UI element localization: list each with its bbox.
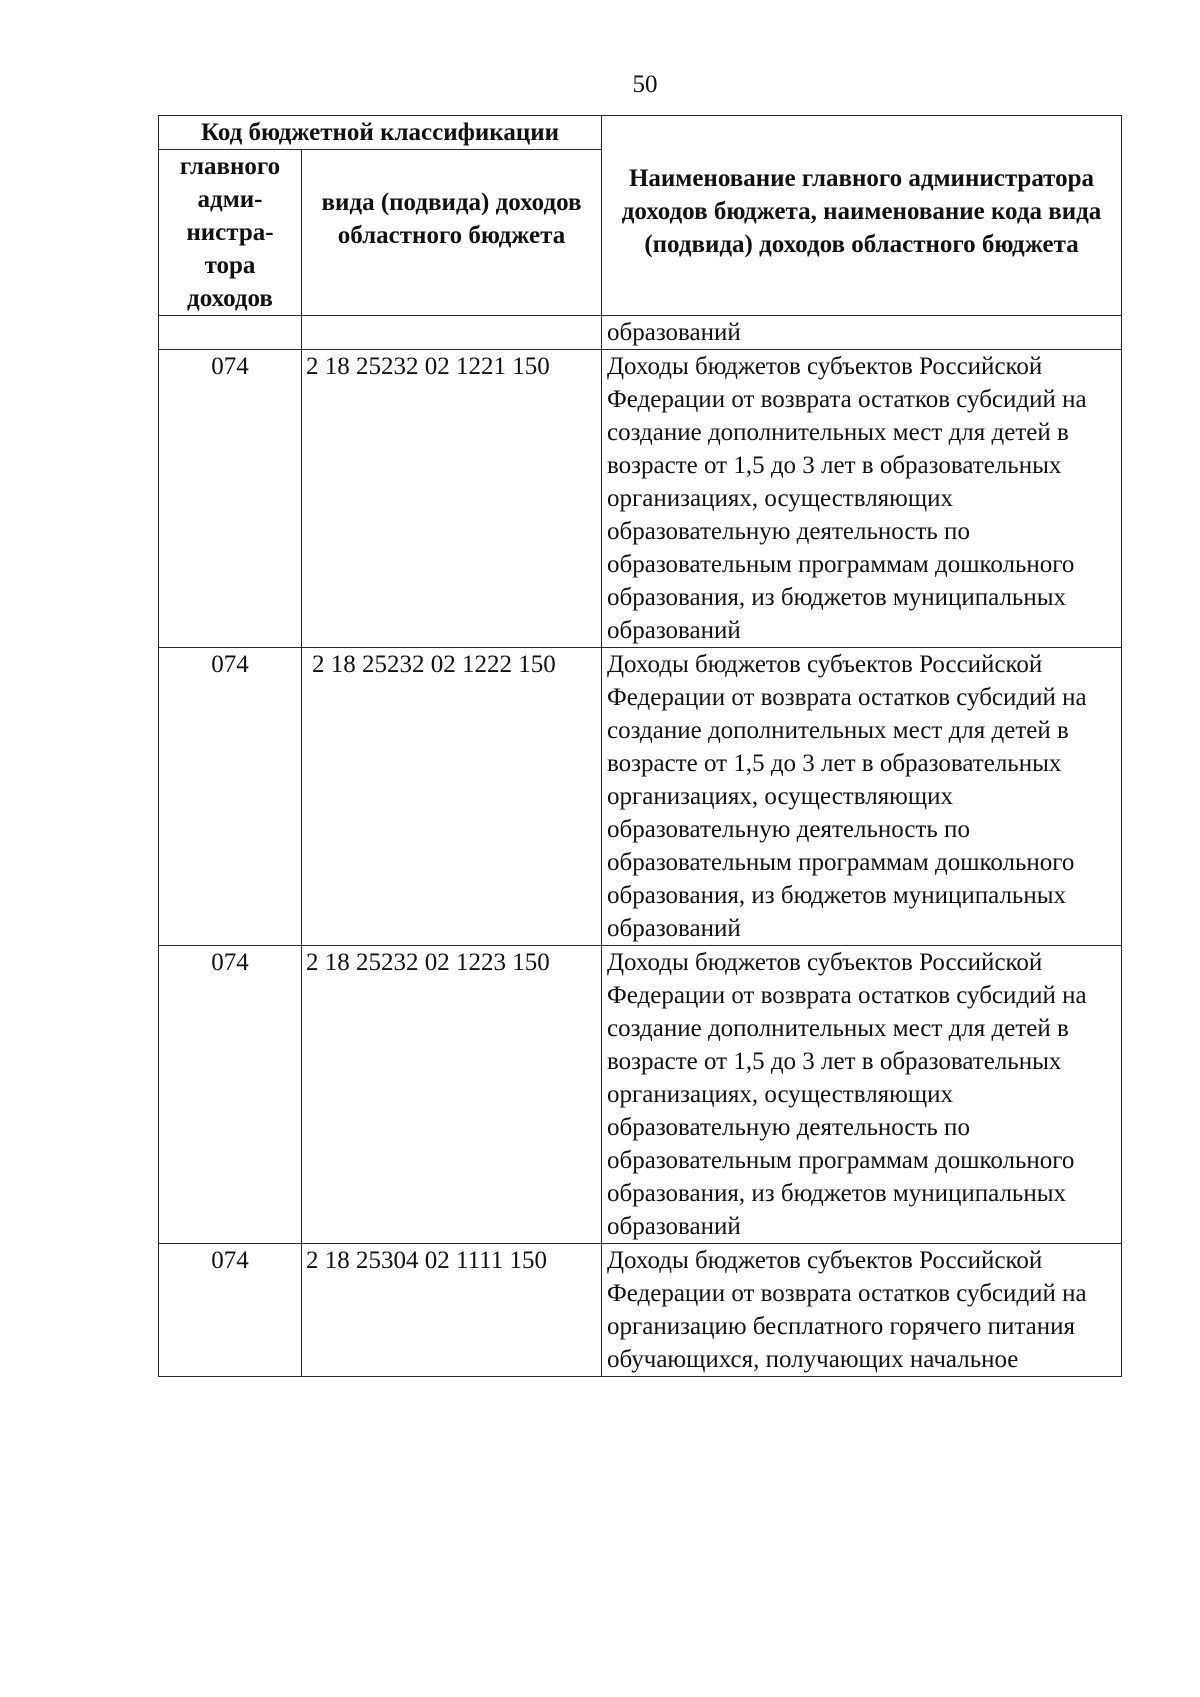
continuation-admin-cell <box>159 316 302 350</box>
continuation-kind-cell <box>302 316 602 350</box>
continuation-row <box>159 316 1122 350</box>
header-col-kind: вида (подвида) доходов областного бюджета <box>302 150 602 316</box>
table-row <box>159 350 1122 648</box>
header-group-title: Код бюджетной классификации <box>159 116 602 150</box>
income-description: Доходы бюджетов субъектов Российской Федерации от возврата остатков субсидий на создание дополнительных мест для детей в возрасте от 1,5 до 3 лет в образовательных организациях, осуществляющих образовательную деятельность по образовательным программам дошкольного образования, из бюджетов муниципальных образований <box>602 946 1122 1244</box>
header-col-admin: главного адми-нистра-тора доходов <box>159 150 302 316</box>
table-row <box>159 648 1122 946</box>
kind-code: 2 18 25304 02 1111 150 <box>302 1244 602 1377</box>
header-col-name: Наименование главного администратора доходов бюджета, наименование кода вида (подвида) доходов областного бюджета <box>602 116 1122 316</box>
kind-code: 2 18 25232 02 1222 150 <box>302 648 602 946</box>
admin-code: 074 <box>159 350 302 648</box>
continuation-text: образований <box>602 316 1122 350</box>
table-row <box>159 1244 1122 1377</box>
income-description: Доходы бюджетов субъектов Российской Федерации от возврата остатков субсидий на организацию бесплатного горячего питания обучающихся, получающих начальное <box>602 1244 1122 1377</box>
table-row <box>159 946 1122 1244</box>
kind-code: 2 18 25232 02 1221 150 <box>302 350 602 648</box>
admin-code: 074 <box>159 946 302 1244</box>
income-description: Доходы бюджетов субъектов Российской Федерации от возврата остатков субсидий на создание дополнительных мест для детей в возрасте от 1,5 до 3 лет в образовательных организациях, осуществляющих образовательную деятельность по образовательным программам дошкольного образования, из бюджетов муниципальных образований <box>602 648 1122 946</box>
kind-code: 2 18 25232 02 1223 150 <box>302 946 602 1244</box>
budget-classification-table <box>158 115 1122 1377</box>
admin-code: 074 <box>159 1244 302 1377</box>
admin-code: 074 <box>159 648 302 946</box>
page-number: 50 <box>632 71 658 98</box>
income-description: Доходы бюджетов субъектов Российской Федерации от возврата остатков субсидий на создание дополнительных мест для детей в возрасте от 1,5 до 3 лет в образовательных организациях, осуществляющих образовательную деятельность по образовательным программам дошкольного образования, из бюджетов муниципальных образований <box>602 350 1122 648</box>
